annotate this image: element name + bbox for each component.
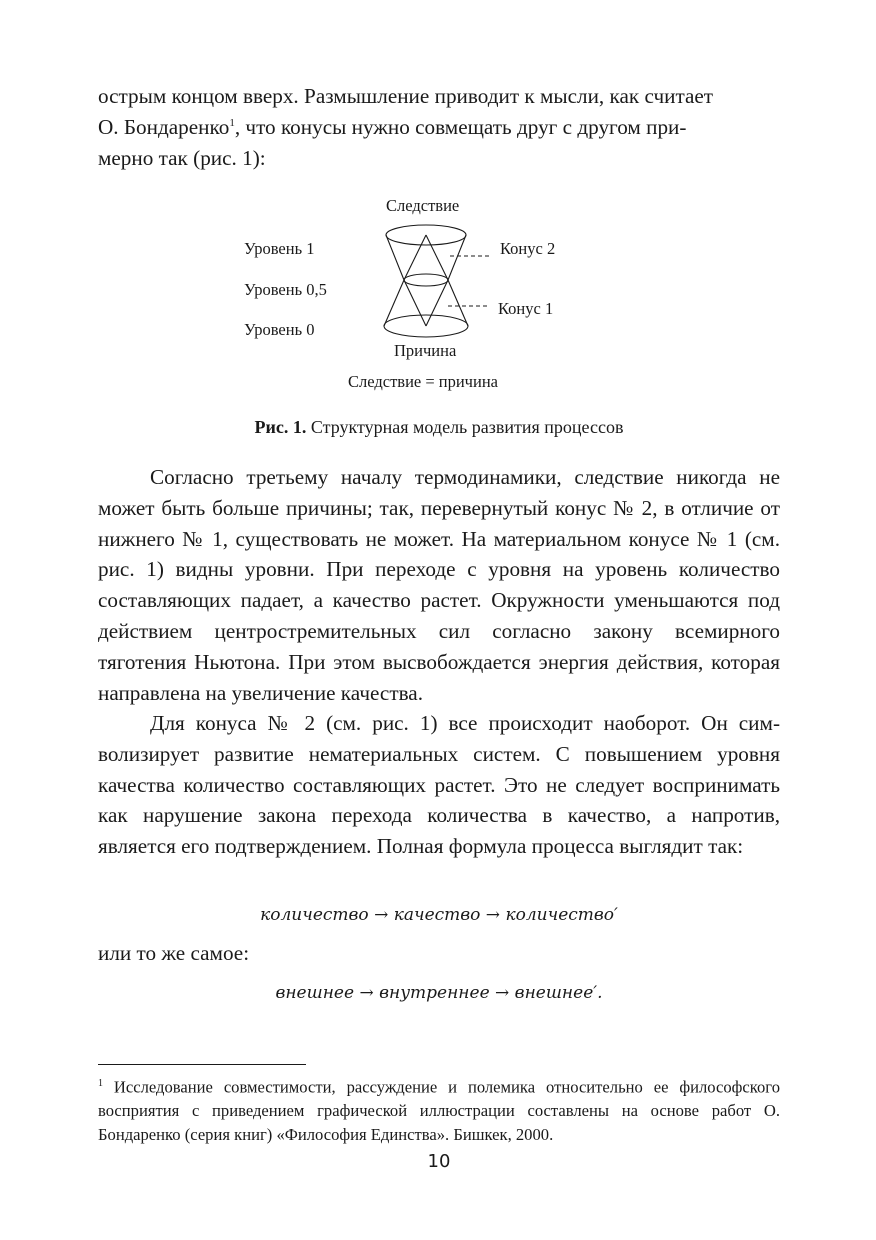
formula-quantity-quality: количество → качество → количество′ (260, 905, 618, 925)
label-level-05: Уровень 0,5 (244, 280, 327, 299)
label-level-1: Уровень 1 (244, 239, 315, 258)
footnote-divider (98, 1064, 306, 1065)
inner-cone-top-left (404, 235, 426, 280)
paragraph-cone-2: Для конуса № 2 (см. рис. 1) все происходит наоборот. Он символизирует развитие нематериальных систем. С повышением уровня качества количество составляющих растет. Это не следует воспринимать как нарушение закона перехода количества в качество, а напротив, является его подтверждением. Полная формула процесса выглядит так: (98, 711, 780, 859)
inner-cone-top-right (426, 235, 448, 280)
caption-label: Рис. 1. (254, 417, 307, 437)
label-cause-bottom: Причина (394, 341, 457, 360)
middle-ellipse (404, 274, 448, 286)
label-equation: Следствие = причина (348, 372, 498, 391)
intro-line-1: острым концом вверх. Размышление приводит к мысли, как считает (98, 84, 714, 108)
inner-cone-bottom-right (426, 280, 448, 326)
footnote-text: Исследование совместимости, рассуждение и полемика относительно ее философского восприятия с приведением графической иллюстрации составлены на основе работ О. Бондаренко (серия книг) «Философия Единства». Бишкек, 2000. (98, 1077, 780, 1144)
formula-external-internal: внешнее → внутреннее → внешнее′. (275, 983, 603, 1003)
label-cone-1: Конус 1 (498, 299, 554, 318)
intro-line-2-end: , что конусы нужно совмещать друг с другом при- (234, 114, 687, 139)
label-level-0: Уровень 0 (244, 320, 315, 339)
caption-text: Структурная модель развития процессов (306, 417, 624, 437)
footnote-mark: 1 (98, 1078, 103, 1089)
footnote-reference[interactable]: 1 (229, 116, 235, 129)
footnote (98, 1072, 780, 1146)
cone-diagram (98, 190, 780, 410)
label-effect-top: Следствие (386, 196, 460, 215)
label-cone-2: Конус 2 (500, 239, 556, 258)
paragraph-thermodynamics: Согласно третьему началу термодинамики, следствие никогда не может быть больше причины; так, перевернутый конус № 2, в отличие от нижнего № 1, существовать не может. На материальном конусе № 1 (см. рис. 1) видны уровни. При переходе с уровня на уровень количество составляющих падает, а качество растет. Окружности уменьшаются под действием центростремительных сил согласно закону всемирного тяготения Ньютона. При этом высвобождается энергия действия, которая направлена на увеличение качества. (98, 465, 780, 705)
intro-line-3: мерно так (рис. 1): (98, 145, 266, 170)
page-number: 10 (427, 1151, 451, 1172)
inner-cone-bottom-left (404, 280, 426, 326)
figure-caption (98, 416, 780, 438)
intro-line-2-start: О. Бондаренко (98, 114, 230, 139)
intro-paragraph (98, 81, 780, 173)
connector-text: или то же самое: (98, 941, 250, 965)
